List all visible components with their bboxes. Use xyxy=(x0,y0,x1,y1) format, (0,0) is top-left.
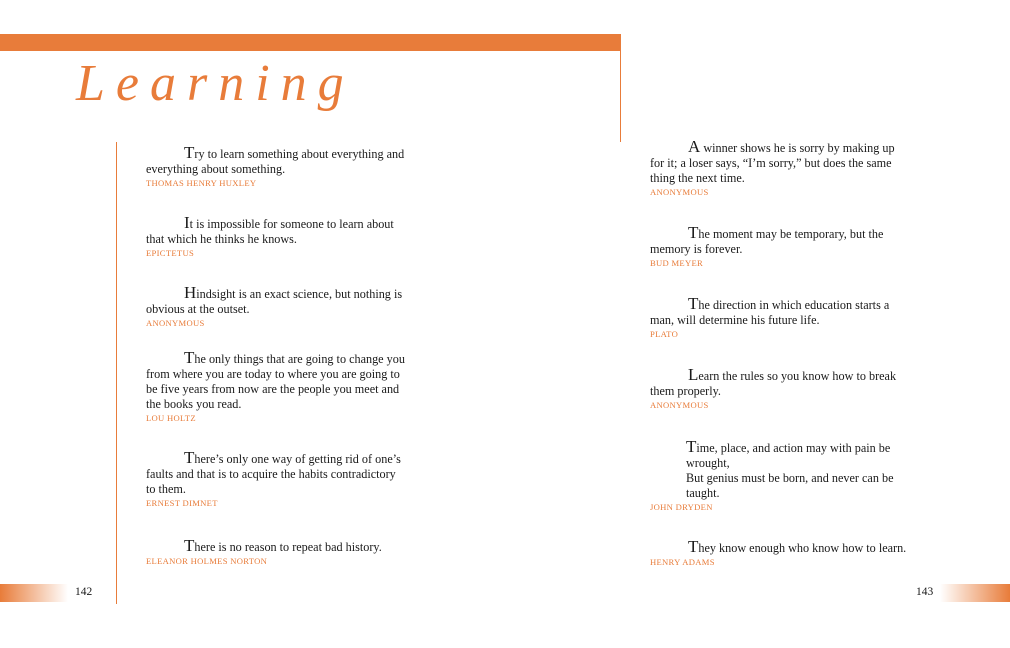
quote-anonymous-rules xyxy=(650,367,900,411)
footer-gradient-right xyxy=(940,584,1010,602)
quote-author: ANONYMOUS xyxy=(650,187,709,197)
left-margin-rule xyxy=(116,142,117,604)
header-bar xyxy=(0,34,620,51)
page-number-right: 143 xyxy=(916,586,934,598)
quote-text: It is impossible for someone to learn about that which he thinks he knows. xyxy=(146,213,394,246)
quote-text: There is no reason to repeat bad history. xyxy=(184,536,382,555)
footer-gradient-left xyxy=(0,584,68,602)
quote-author: EPICTETUS xyxy=(146,248,195,258)
quote-text: Time, place, and action may with pain be wrought, But genius must be born, and never can be taught. xyxy=(686,437,894,500)
quote-text: Try to learn something about everything and everything about something. xyxy=(146,143,405,176)
quote-text: A winner shows he is sorry by making up for it; a loser says, “I’m sorry,” but does the same thing the next time. xyxy=(650,137,895,185)
quote-meyer xyxy=(650,225,900,269)
quote-text: The only things that are going to change you from where you are today to where you are going to be five years from now are the people you meet and the books you read. xyxy=(146,348,405,411)
quote-text: Hindsight is an exact science, but nothing is obvious at the outset. xyxy=(146,283,403,316)
quote-author: HENRY ADAMS xyxy=(650,557,715,567)
page-title: Learning xyxy=(76,55,355,112)
quote-author: PLATO xyxy=(650,329,679,339)
quote-author: ERNEST DIMNET xyxy=(146,498,218,508)
header-bar-edge xyxy=(620,34,621,142)
quote-author: THOMAS HENRY HUXLEY xyxy=(146,178,257,188)
quote-author: LOU HOLTZ xyxy=(146,413,196,423)
quote-huxley xyxy=(146,145,408,189)
quote-epictetus xyxy=(146,215,408,259)
quote-author: BUD MEYER xyxy=(650,258,704,268)
quote-author: JOHN DRYDEN xyxy=(650,502,713,512)
page-number-left: 142 xyxy=(75,586,93,598)
quote-holtz xyxy=(146,350,408,424)
quote-text: The direction in which education starts a man, will determine his future life. xyxy=(650,294,890,327)
quote-author: ANONYMOUS xyxy=(146,318,205,328)
quote-anonymous-winner xyxy=(650,139,900,198)
quote-dimnet xyxy=(146,450,408,509)
quote-plato xyxy=(650,296,900,340)
quote-text: There’s only one way of getting rid of one’s faults and that is to acquire the habits contradictory to them. xyxy=(146,448,401,496)
quote-author: ELEANOR HOLMES NORTON xyxy=(146,556,268,566)
quote-text: They know enough who know how to learn. xyxy=(688,537,907,556)
quote-text: The moment may be temporary, but the memory is forever. xyxy=(650,223,884,256)
quote-text: Learn the rules so you know how to break them properly. xyxy=(650,365,897,398)
quote-dryden xyxy=(650,439,900,513)
quote-anonymous-hindsight xyxy=(146,285,408,329)
quote-norton xyxy=(146,538,408,567)
quote-adams xyxy=(650,539,910,568)
quote-author: ANONYMOUS xyxy=(650,400,709,410)
